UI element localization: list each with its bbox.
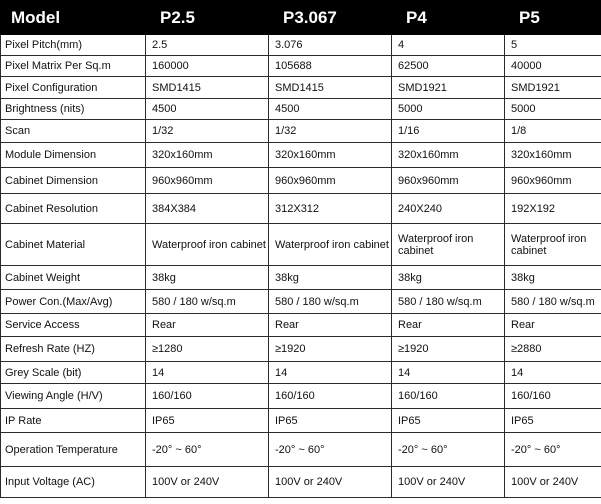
spec-value: IP65 <box>505 409 601 433</box>
spec-value: 160/160 <box>269 384 392 409</box>
table-row <box>1 433 601 467</box>
table-row <box>1 194 601 224</box>
table-row <box>1 362 601 384</box>
spec-value: IP65 <box>392 409 505 433</box>
spec-label: Pixel Configuration <box>1 77 146 99</box>
spec-body <box>1 35 601 498</box>
spec-value: 580 / 180 w/sq.m <box>505 290 601 314</box>
table-row <box>1 56 601 77</box>
spec-value: 960x960mm <box>392 168 505 194</box>
spec-value: 312X312 <box>269 194 392 224</box>
spec-value: 38kg <box>269 266 392 290</box>
table-row <box>1 99 601 120</box>
model-column-header: P3.067 <box>269 1 392 35</box>
spec-value: 14 <box>146 362 269 384</box>
model-header: Model <box>1 1 146 35</box>
spec-label: Input Voltage (AC) <box>1 467 146 498</box>
spec-label: Brightness (nits) <box>1 99 146 120</box>
spec-value: 160/160 <box>505 384 601 409</box>
table-row <box>1 35 601 56</box>
spec-value: -20° ~ 60° <box>505 433 601 467</box>
spec-label: Refresh Rate (HZ) <box>1 337 146 362</box>
spec-value: 320x160mm <box>146 143 269 168</box>
table-row <box>1 467 601 498</box>
spec-value: -20° ~ 60° <box>146 433 269 467</box>
spec-value: 14 <box>505 362 601 384</box>
table-row <box>1 409 601 433</box>
spec-value: SMD1415 <box>146 77 269 99</box>
spec-value: 100V or 240V <box>146 467 269 498</box>
spec-value: Rear <box>505 314 601 337</box>
spec-value: SMD1415 <box>269 77 392 99</box>
spec-value: SMD1921 <box>505 77 601 99</box>
spec-value: 40000 <box>505 56 601 77</box>
spec-value: Waterproof iron cabinet <box>269 224 392 266</box>
spec-value: ≥1920 <box>269 337 392 362</box>
model-column-header: P2.5 <box>146 1 269 35</box>
spec-label: Service Access <box>1 314 146 337</box>
spec-value: 100V or 240V <box>505 467 601 498</box>
spec-value: 4500 <box>269 99 392 120</box>
spec-value: ≥1280 <box>146 337 269 362</box>
table-row <box>1 337 601 362</box>
spec-value: 105688 <box>269 56 392 77</box>
spec-value: 580 / 180 w/sq.m <box>146 290 269 314</box>
spec-label: Grey Scale (bit) <box>1 362 146 384</box>
spec-value: 160000 <box>146 56 269 77</box>
spec-value: IP65 <box>146 409 269 433</box>
spec-value: 580 / 180 w/sq.m <box>269 290 392 314</box>
spec-value: -20° ~ 60° <box>392 433 505 467</box>
spec-value: 320x160mm <box>269 143 392 168</box>
spec-value: 192X192 <box>505 194 601 224</box>
spec-value: Rear <box>146 314 269 337</box>
spec-value: 38kg <box>392 266 505 290</box>
spec-value: IP65 <box>269 409 392 433</box>
spec-label: Viewing Angle (H/V) <box>1 384 146 409</box>
spec-value: 5 <box>505 35 601 56</box>
spec-label: Cabinet Resolution <box>1 194 146 224</box>
spec-value: ≥1920 <box>392 337 505 362</box>
table-row <box>1 290 601 314</box>
spec-value: -20° ~ 60° <box>269 433 392 467</box>
spec-value: ≥2880 <box>505 337 601 362</box>
header-row <box>1 1 601 35</box>
spec-value: 1/8 <box>505 120 601 143</box>
spec-value: 5000 <box>392 99 505 120</box>
spec-label: Power Con.(Max/Avg) <box>1 290 146 314</box>
spec-label: Cabinet Dimension <box>1 168 146 194</box>
table-row <box>1 384 601 409</box>
spec-label: Scan <box>1 120 146 143</box>
spec-value: 160/160 <box>146 384 269 409</box>
table-row <box>1 143 601 168</box>
spec-value: SMD1921 <box>392 77 505 99</box>
spec-value: 5000 <box>505 99 601 120</box>
spec-value: 960x960mm <box>505 168 601 194</box>
spec-value: 62500 <box>392 56 505 77</box>
spec-label: IP Rate <box>1 409 146 433</box>
spec-value: 4 <box>392 35 505 56</box>
spec-value: 580 / 180 w/sq.m <box>392 290 505 314</box>
spec-value: 1/16 <box>392 120 505 143</box>
spec-value: 960x960mm <box>269 168 392 194</box>
spec-value: Waterproof iron cabinet <box>392 224 505 266</box>
spec-value: 1/32 <box>269 120 392 143</box>
spec-value: 2.5 <box>146 35 269 56</box>
spec-value: Rear <box>392 314 505 337</box>
model-column-header: P5 <box>505 1 601 35</box>
spec-value: 160/160 <box>392 384 505 409</box>
table-row <box>1 266 601 290</box>
table-row <box>1 120 601 143</box>
spec-label: Module Dimension <box>1 143 146 168</box>
spec-value: 4500 <box>146 99 269 120</box>
spec-value: 14 <box>269 362 392 384</box>
spec-value: 1/32 <box>146 120 269 143</box>
spec-value: Rear <box>269 314 392 337</box>
spec-value: 240X240 <box>392 194 505 224</box>
spec-value: 38kg <box>505 266 601 290</box>
spec-value: 3.076 <box>269 35 392 56</box>
spec-value: Waterproof iron cabinet <box>146 224 269 266</box>
spec-value: 14 <box>392 362 505 384</box>
model-column-header: P4 <box>392 1 505 35</box>
spec-value: 38kg <box>146 266 269 290</box>
spec-value: 960x960mm <box>146 168 269 194</box>
table-row <box>1 77 601 99</box>
spec-value: Waterproof iron cabinet <box>505 224 601 266</box>
table-row <box>1 168 601 194</box>
spec-label: Cabinet Material <box>1 224 146 266</box>
spec-value: 100V or 240V <box>269 467 392 498</box>
spec-label: Pixel Matrix Per Sq.m <box>1 56 146 77</box>
spec-value: 384X384 <box>146 194 269 224</box>
spec-value: 320x160mm <box>392 143 505 168</box>
spec-value: 100V or 240V <box>392 467 505 498</box>
table-row <box>1 314 601 337</box>
spec-label: Cabinet Weight <box>1 266 146 290</box>
spec-value: 320x160mm <box>505 143 601 168</box>
spec-label: Operation Temperature <box>1 433 146 467</box>
spec-label: Pixel Pitch(mm) <box>1 35 146 56</box>
table-row <box>1 224 601 266</box>
